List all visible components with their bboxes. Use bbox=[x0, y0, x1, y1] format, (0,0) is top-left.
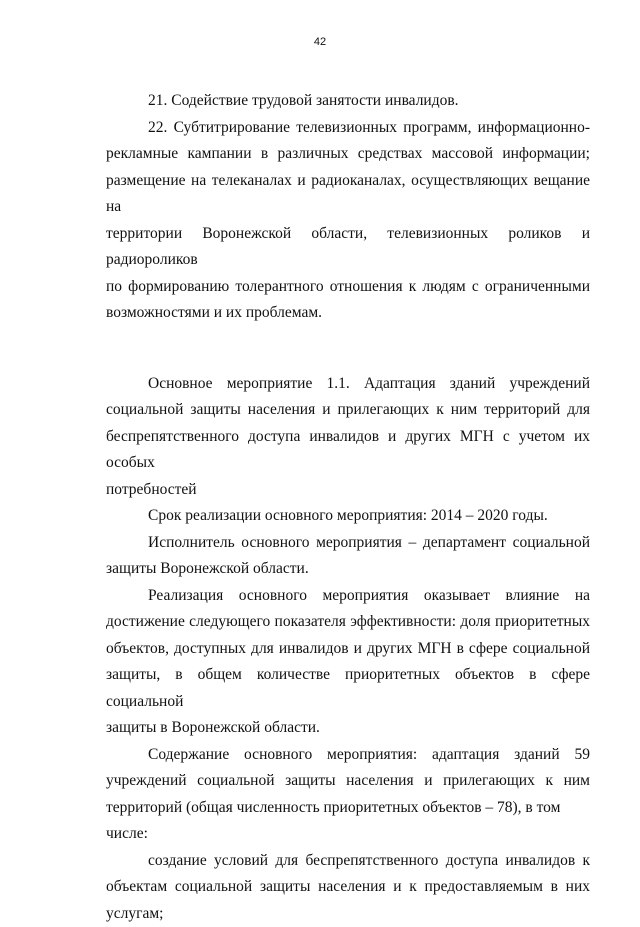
paragraph-item-22-line: возможностями и их проблемам. bbox=[106, 300, 590, 327]
paragraph-item-21: 21. Содействие трудовой занятости инвалидов. bbox=[106, 88, 590, 115]
paragraph-item-22-line: по формированию толерантного отношения к людям с ограниченными bbox=[106, 274, 590, 301]
effectiveness-line: достижение следующего показателя эффективности: доля приоритетных bbox=[106, 609, 590, 636]
content-line: учреждений социальной защиты населения и прилегающих к ним bbox=[106, 768, 590, 795]
paragraph-item-22-line: размещение на телеканалах и радиоканалах, осуществляющих вещание на bbox=[106, 168, 590, 221]
section-heading-line: беспрепятственного доступа инвалидов и других МГН с учетом их особых bbox=[106, 424, 590, 477]
conditions-line: объектам социальной защиты населения и к предоставляемым в них bbox=[106, 874, 590, 901]
effectiveness-line: защиты в Воронежской области. bbox=[106, 715, 590, 742]
paragraph-item-22-line: 22. Субтитрирование телевизионных программ, информационно- bbox=[106, 115, 590, 142]
effectiveness-line: Реализация основного мероприятия оказывает влияние на bbox=[106, 583, 590, 610]
executor-line: защиты Воронежской области. bbox=[106, 556, 590, 583]
content-line: Содержание основного мероприятия: адаптация зданий 59 bbox=[106, 742, 590, 769]
effectiveness-line: объектов, доступных для инвалидов и других МГН в сфере социальной bbox=[106, 636, 590, 663]
section-heading-line: потребностей bbox=[106, 477, 590, 504]
page-number: 42 bbox=[0, 36, 640, 48]
conditions-line: создание условий для беспрепятственного доступа инвалидов к bbox=[106, 848, 590, 875]
paragraph-item-22-line: рекламные кампании в различных средствах массовой информации; bbox=[106, 141, 590, 168]
section-heading-line: социальной защиты населения и прилегающих к ним территорий для bbox=[106, 397, 590, 424]
document-body bbox=[106, 88, 590, 927]
section-heading-line: Основное мероприятие 1.1. Адаптация зданий учреждений bbox=[106, 371, 590, 398]
paragraph-item-22-line: территории Воронежской области, телевизионных роликов и радиороликов bbox=[106, 221, 590, 274]
content-line: территорий (общая численность приоритетных объектов – 78), в том числе: bbox=[106, 795, 590, 848]
executor-line: Исполнитель основного мероприятия – департамент социальной bbox=[106, 530, 590, 557]
conditions-line: услугам; bbox=[106, 901, 590, 927]
effectiveness-line: защиты, в общем количестве приоритетных объектов в сфере социальной bbox=[106, 662, 590, 715]
section-spacer bbox=[106, 327, 590, 371]
implementation-period: Срок реализации основного мероприятия: 2014 – 2020 годы. bbox=[106, 503, 590, 530]
